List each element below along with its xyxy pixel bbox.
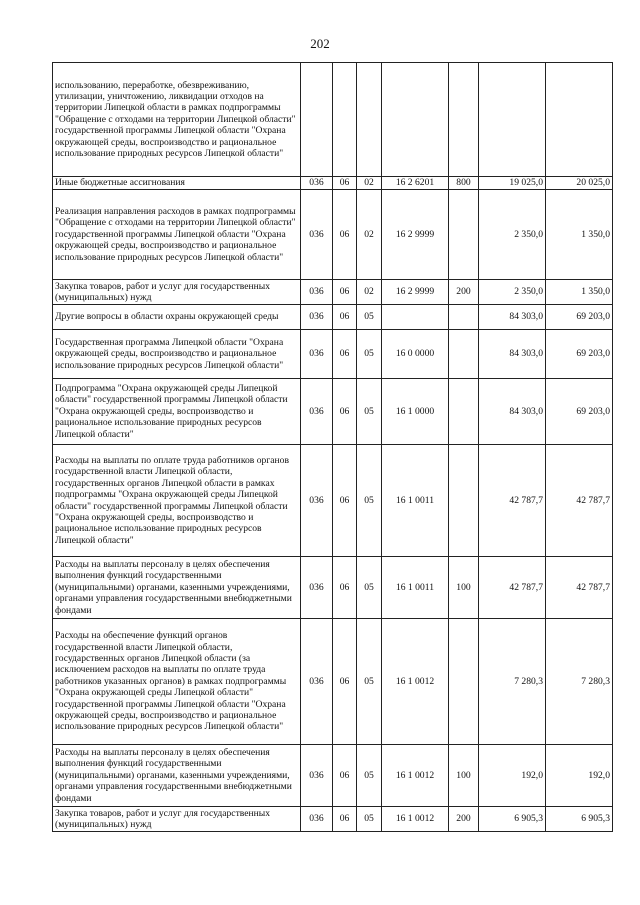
row-ministry: 036 bbox=[301, 280, 333, 305]
row-target: 16 1 0012 bbox=[382, 807, 449, 832]
row-sum-1: 84 303,0 bbox=[479, 305, 546, 330]
table-row bbox=[53, 557, 613, 619]
row-sum-1 bbox=[479, 63, 546, 177]
row-expense: 100 bbox=[449, 745, 479, 807]
table-row bbox=[53, 619, 613, 745]
row-target: 16 1 0012 bbox=[382, 619, 449, 745]
row-ministry: 036 bbox=[301, 177, 333, 190]
row-sum-1: 84 303,0 bbox=[479, 379, 546, 445]
row-expense bbox=[449, 445, 479, 557]
row-expense bbox=[449, 330, 479, 379]
row-expense: 100 bbox=[449, 557, 479, 619]
page-number: 202 bbox=[310, 36, 330, 51]
row-sum-1: 2 350,0 bbox=[479, 190, 546, 280]
row-section: 06 bbox=[333, 745, 357, 807]
row-expense bbox=[449, 619, 479, 745]
row-section: 06 bbox=[333, 280, 357, 305]
row-subsection: 05 bbox=[357, 379, 382, 445]
row-expense bbox=[449, 379, 479, 445]
row-target: 16 2 9999 bbox=[382, 280, 449, 305]
row-expense: 200 bbox=[449, 280, 479, 305]
row-name: Расходы на выплаты персоналу в целях обеспечения выполнения функций государственными (муниципальными) органами, казенными учреждениями, органами управления государственными внебюджетными фондами bbox=[53, 745, 301, 807]
row-ministry: 036 bbox=[301, 557, 333, 619]
row-target: 16 1 0012 bbox=[382, 745, 449, 807]
table-row bbox=[53, 305, 613, 330]
row-expense bbox=[449, 190, 479, 280]
row-sum-1: 2 350,0 bbox=[479, 280, 546, 305]
table-row bbox=[53, 379, 613, 445]
row-subsection: 02 bbox=[357, 177, 382, 190]
row-section: 06 bbox=[333, 330, 357, 379]
row-name: Расходы на обеспечение функций органов государственной власти Липецкой области, государственных органов Липецкой области (за исключением расходов на выплаты по оплате труда работников указанных органов) в рамках подпрограммы "Охрана окружающей среды Липецкой области" государственной программы Липецкой области "Охрана окружающей среды, воспроизводство и рациональное использование природных ресурсов Липецкой области" bbox=[53, 619, 301, 745]
row-name: Подпрограмма "Охрана окружающей среды Липецкой области" государственной программы Липецкой области "Охрана окружающей среды, воспроизводство и рациональное использование природных ресурсов Липецкой области" bbox=[53, 379, 301, 445]
row-section: 06 bbox=[333, 619, 357, 745]
row-sum-2: 1 350,0 bbox=[546, 190, 613, 280]
row-subsection bbox=[357, 63, 382, 177]
row-sum-2: 6 905,3 bbox=[546, 807, 613, 832]
row-ministry: 036 bbox=[301, 190, 333, 280]
table-row bbox=[53, 330, 613, 379]
row-section: 06 bbox=[333, 445, 357, 557]
row-section: 06 bbox=[333, 177, 357, 190]
row-sum-2: 20 025,0 bbox=[546, 177, 613, 190]
row-sum-2: 69 203,0 bbox=[546, 330, 613, 379]
row-subsection: 02 bbox=[357, 280, 382, 305]
row-name: Закупка товаров, работ и услуг для государственных (муниципальных) нужд bbox=[53, 807, 301, 832]
row-subsection: 05 bbox=[357, 807, 382, 832]
row-expense bbox=[449, 63, 479, 177]
row-name: Закупка товаров, работ и услуг для государственных (муниципальных) нужд bbox=[53, 280, 301, 305]
row-name: Реализация направления расходов в рамках подпрограммы "Обращение с отходами на территории Липецкой области" государственной программы Липецкой области "Охрана окружающей среды, воспроизводство и рациональное использование природных ресурсов Липецкой области" bbox=[53, 190, 301, 280]
row-ministry: 036 bbox=[301, 379, 333, 445]
row-target: 16 1 0011 bbox=[382, 445, 449, 557]
row-ministry: 036 bbox=[301, 305, 333, 330]
row-sum-1: 19 025,0 bbox=[479, 177, 546, 190]
row-target bbox=[382, 305, 449, 330]
row-target bbox=[382, 63, 449, 177]
row-name: Иные бюджетные ассигнования bbox=[53, 177, 301, 190]
row-subsection: 05 bbox=[357, 445, 382, 557]
row-name: Государственная программа Липецкой области "Охрана окружающей среды, воспроизводство и рациональное использование природных ресурсов Липецкой области" bbox=[53, 330, 301, 379]
row-subsection: 05 bbox=[357, 305, 382, 330]
row-sum-2: 42 787,7 bbox=[546, 557, 613, 619]
row-target: 16 1 0011 bbox=[382, 557, 449, 619]
row-sum-2: 1 350,0 bbox=[546, 280, 613, 305]
row-section: 06 bbox=[333, 379, 357, 445]
row-name: Расходы на выплаты персоналу в целях обеспечения выполнения функций государственными (муниципальными) органами, казенными учреждениями, органами управления государственными внебюджетными фондами bbox=[53, 557, 301, 619]
row-target: 16 1 0000 bbox=[382, 379, 449, 445]
row-sum-1: 84 303,0 bbox=[479, 330, 546, 379]
row-sum-1: 42 787,7 bbox=[479, 557, 546, 619]
row-subsection: 05 bbox=[357, 745, 382, 807]
row-section: 06 bbox=[333, 190, 357, 280]
row-target: 16 0 0000 bbox=[382, 330, 449, 379]
row-name: Расходы на выплаты по оплате труда работников органов государственной власти Липецкой области, государственных органов Липецкой области в рамках подпрограммы "Охрана окружающей среды Липецкой области" государственной программы Липецкой области "Охрана окружающей среды, воспроизводство и рациональное использование природных ресурсов Липецкой области" bbox=[53, 445, 301, 557]
row-sum-1: 7 280,3 bbox=[479, 619, 546, 745]
table-row bbox=[53, 190, 613, 280]
row-expense bbox=[449, 305, 479, 330]
table-row bbox=[53, 745, 613, 807]
row-subsection: 05 bbox=[357, 330, 382, 379]
table-row bbox=[53, 807, 613, 832]
row-ministry: 036 bbox=[301, 619, 333, 745]
row-subsection: 05 bbox=[357, 557, 382, 619]
row-expense: 200 bbox=[449, 807, 479, 832]
budget-table bbox=[52, 62, 613, 832]
row-subsection: 02 bbox=[357, 190, 382, 280]
row-name: Другие вопросы в области охраны окружающей среды bbox=[53, 305, 301, 330]
row-ministry: 036 bbox=[301, 745, 333, 807]
row-sum-2: 69 203,0 bbox=[546, 305, 613, 330]
row-section: 06 bbox=[333, 557, 357, 619]
row-ministry: 036 bbox=[301, 807, 333, 832]
table-row bbox=[53, 445, 613, 557]
row-sum-2: 42 787,7 bbox=[546, 445, 613, 557]
row-sum-2: 69 203,0 bbox=[546, 379, 613, 445]
row-target: 16 2 9999 bbox=[382, 190, 449, 280]
row-sum-2: 7 280,3 bbox=[546, 619, 613, 745]
row-ministry: 036 bbox=[301, 330, 333, 379]
row-section bbox=[333, 63, 357, 177]
row-sum-2 bbox=[546, 63, 613, 177]
row-sum-1: 6 905,3 bbox=[479, 807, 546, 832]
row-ministry bbox=[301, 63, 333, 177]
row-subsection: 05 bbox=[357, 619, 382, 745]
row-expense: 800 bbox=[449, 177, 479, 190]
row-ministry: 036 bbox=[301, 445, 333, 557]
table-body bbox=[53, 63, 613, 832]
row-section: 06 bbox=[333, 305, 357, 330]
row-sum-2: 192,0 bbox=[546, 745, 613, 807]
row-name: использованию, переработке, обезвреживанию, утилизации, уничтожению, ликвидации отходов на территории Липецкой области в рамках подпрограммы "Обращение с отходами на территории Липецкой области" государственной программы Липецкой области "Охрана окружающей среды, воспроизводство и рациональное использование природных ресурсов Липецкой области" bbox=[53, 63, 301, 177]
table-row bbox=[53, 63, 613, 177]
row-sum-1: 42 787,7 bbox=[479, 445, 546, 557]
table-row bbox=[53, 280, 613, 305]
table-row bbox=[53, 177, 613, 190]
row-sum-1: 192,0 bbox=[479, 745, 546, 807]
row-target: 16 2 6201 bbox=[382, 177, 449, 190]
row-section: 06 bbox=[333, 807, 357, 832]
